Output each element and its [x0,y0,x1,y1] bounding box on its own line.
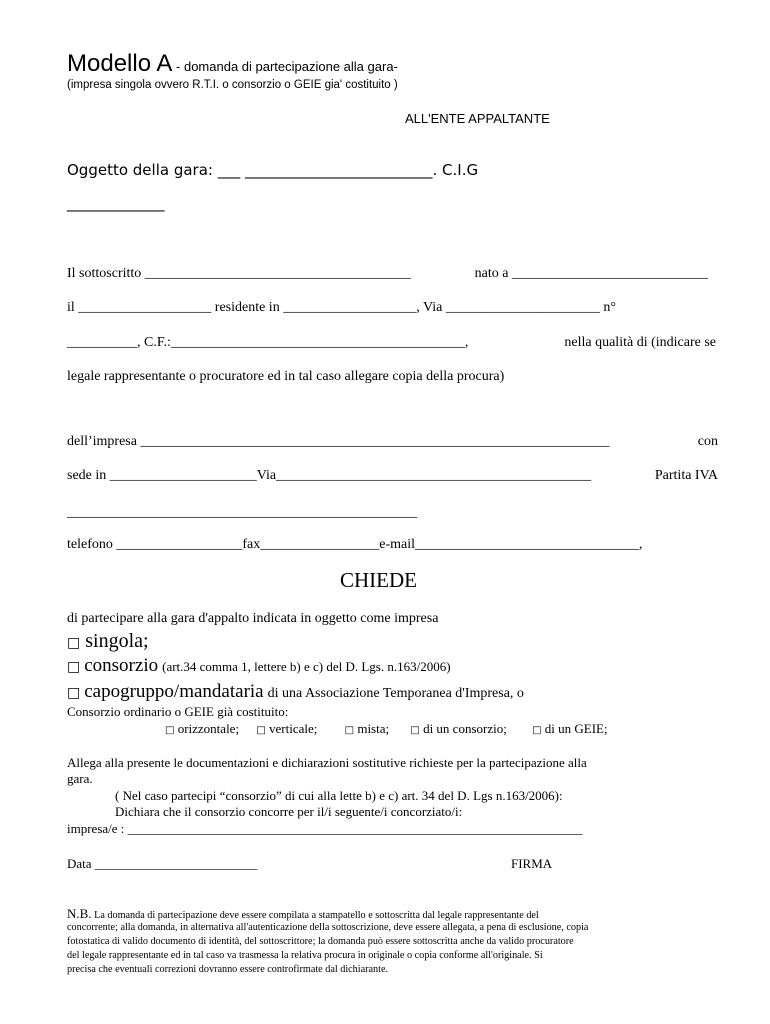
sede-field: sede in _____________________Via_____________________________________________ [67,468,592,483]
suboptions-row [165,721,608,737]
nb-line2: concorrente; alla domanda, in alternativa all'autenticazione della sottoscrizione, deve essere allegata, a pena di esclusione, copia [67,922,589,933]
option-capogruppo-label: capogruppo/mandataria [84,681,264,702]
recipient: ALL'ENTE APPALTANTE [405,111,550,126]
document-header [67,50,398,78]
checkbox-icon: □ [344,725,355,736]
checkbox-icon: □ [410,725,420,736]
con-label: con [697,434,718,449]
option-singola-label: singola; [85,630,149,652]
suboption-geie: di un GEIE; [544,721,608,736]
document-subtitle: (impresa singola ovvero R.T.I. o consorzio o GEIE gia' costituito ) [67,79,398,91]
qualita-field: nella qualità di (indicare se [564,335,716,350]
sottoscritto-row [67,266,708,282]
checkbox-icon: □ [256,725,266,736]
option-consorzio-note: (art.34 comma 1, lettere b) e c) del D. Lgs. n.163/2006) [162,659,451,674]
residenza-row: il ___________________ residente in ___________________, Via ______________________ n° [67,300,616,315]
piva-label: Partita IVA [654,468,718,483]
cig-line: _____________ [67,194,165,212]
allega-line2: gara. [67,771,93,786]
checkbox-icon: □ [165,725,175,736]
suboption-consorzio: di un consorzio; [423,721,507,736]
impresa-field: dell’impresa ___________________________________________________________________ [67,434,610,449]
suboption-verticale: verticale; [269,721,318,736]
sottoscritto-field: Il sottoscritto ______________________________________ [67,266,411,281]
oggetto-line: Oggetto della gara: ___ _________________________. C.I.G [67,161,479,179]
checkbox-icon: □ [67,685,81,701]
firma-label: FIRMA [511,856,553,871]
cf-field: __________, C.F.:__________________________________________, [67,335,469,350]
nb-line3: fotostatica di valido documento di identità, del sottoscrittore; la domanda può essere sottoscritta anche da valido procuratore [67,936,574,947]
nb-label: N.B. [67,906,92,921]
option-capogruppo [67,681,524,703]
qualita-note: legale rappresentante o procuratore ed in tal caso allegare copia della procura) [67,369,505,384]
nb-line5: precisa che eventuali correzioni dovranno essere controfirmate dal dichiarante. [67,964,389,975]
option-consorzio [67,655,451,677]
option-consorzio-label: consorzio [84,655,159,676]
option-capogruppo-note: di una Associazione Temporanea d'Impresa, o [267,686,524,701]
piva-line: __________________________________________________ [67,505,417,520]
document-title-suffix: - domanda di partecipazione alla gara- [172,59,398,74]
checkbox-icon: □ [532,725,542,736]
consorzio-dichiara: Dichiara che il consorzio concorre per il/i seguente/i concorziato/i: [115,804,463,819]
cf-row [67,335,716,351]
allega-line1: Allega alla presente le documentazioni e dichiarazioni sostitutive richieste per la partecipazione alla [67,755,587,770]
chiede-heading: CHIEDE [340,568,417,592]
nb-text-1: La domanda di partecipazione deve essere compilata a stampatello e sottoscritta dal legale rappresentante del [94,910,539,921]
consorzio-note: ( Nel caso partecipi “consorzio” di cui alla lette b) e c) art. 34 del D. Lgs n.163/2006): [115,788,563,803]
imprese-field: impresa/e : ______________________________________________________________________ [67,821,583,836]
checkbox-icon: □ [67,659,81,675]
nb-line1 [67,906,539,922]
nb-line4: del legale rappresentante ed in tal caso va trasmessa la relativa procura in originale o copia conforme all'originale. Si [67,950,543,961]
sede-row [67,468,718,484]
document-title: Modello A [67,50,173,77]
option-singola [67,630,149,653]
chiede-intro: di partecipare alla gara d'appalto indicata in oggetto come impresa [67,611,439,626]
impresa-row [67,434,718,450]
checkbox-icon: □ [67,635,81,651]
suboption-orizzontale: orizzontale; [177,721,240,736]
data-field: Data _________________________ [67,856,258,871]
contatti-row: telefono __________________fax_________________e-mail________________________________, [67,537,643,552]
nato-field: nato a ____________________________ [474,266,708,281]
suboption-mista: mista; [357,721,390,736]
option-capogruppo-cont: Consorzio ordinario o GEIE già costituito: [67,704,289,719]
